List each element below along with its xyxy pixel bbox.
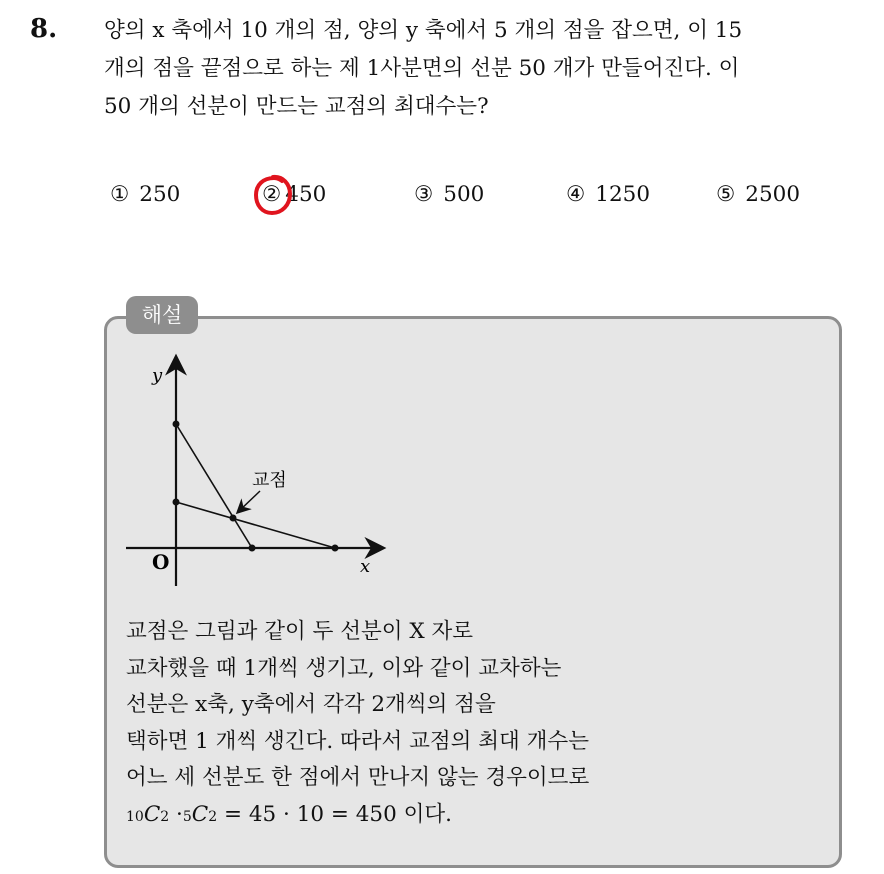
point-y-upper [173,421,180,428]
intersection-label: 교점 [252,470,287,491]
selected-answer-circle-mark [252,172,294,218]
choice-1[interactable] [110,182,180,207]
formula-rest: = 45 · 10 = 450 이다. [217,801,453,827]
formula-dot: · [169,801,183,827]
segment-steep [176,424,252,548]
explanation-line-4: 택하면 1 개씩 생긴다. 따라서 교점의 최대 개수는 [126,728,589,754]
choice-4-mark: ④ [566,182,586,207]
intersection-pointer [238,491,260,512]
explanation-tab: 해설 [126,296,198,334]
formula-sub-3: 5 [182,808,192,825]
point-y-lower [173,499,180,506]
formula-c-1: C [143,801,161,827]
question-line-3: 50 개의 선분이 만드는 교점의 최대수는? [104,94,489,119]
choice-5[interactable] [716,182,800,207]
choice-4-value: 1250 [595,182,650,207]
choice-5-mark: ⑤ [716,182,736,207]
formula-sub-1: 10 [126,808,144,825]
explanation-line-2: 교차했을 때 1개씩 생기고, 이와 같이 교차하는 [126,655,562,681]
choice-4[interactable] [566,182,650,207]
choice-2-value: 450 [285,182,327,207]
choice-2-mark: ② [262,182,282,207]
question-number: 8. [30,14,58,44]
intersection-point [230,515,237,522]
segment-shallow [176,502,335,548]
x-axis-label: x [360,556,371,577]
axes-diagram [110,346,410,586]
question-text [104,12,864,126]
explanation-formula [126,797,826,836]
choice-3[interactable] [414,182,484,207]
choice-5-value: 2500 [745,182,800,207]
choice-1-mark: ① [110,182,130,207]
origin-label: O [152,550,170,574]
choice-1-value: 250 [139,182,181,207]
formula-sub-2: 2 [160,808,170,825]
answer-choices [0,182,884,212]
point-x-far [332,545,339,552]
explanation-line-1: 교점은 그림과 같이 두 선분이 X 자로 [126,619,474,644]
explanation-text [126,614,826,835]
point-x-near [249,545,256,552]
formula-c-2: C [191,801,209,827]
y-axis-label: y [152,365,163,386]
explanation-line-5: 어느 세 선분도 한 점에서 만나지 않는 경우이므로 [126,765,590,790]
question-line-1: 양의 x 축에서 10 개의 점, 양의 y 축에서 5 개의 점을 잡으면, 이 15 [104,18,743,43]
choice-3-mark: ③ [414,182,434,207]
formula-sub-4: 2 [208,808,218,825]
choice-3-value: 500 [443,182,485,207]
explanation-line-3: 선분은 x축, y축에서 각각 2개씩의 점을 [126,692,496,717]
question-line-2: 개의 점을 끝점으로 하는 제 1사분면의 선분 50 개가 만들어진다. 이 [104,56,740,81]
